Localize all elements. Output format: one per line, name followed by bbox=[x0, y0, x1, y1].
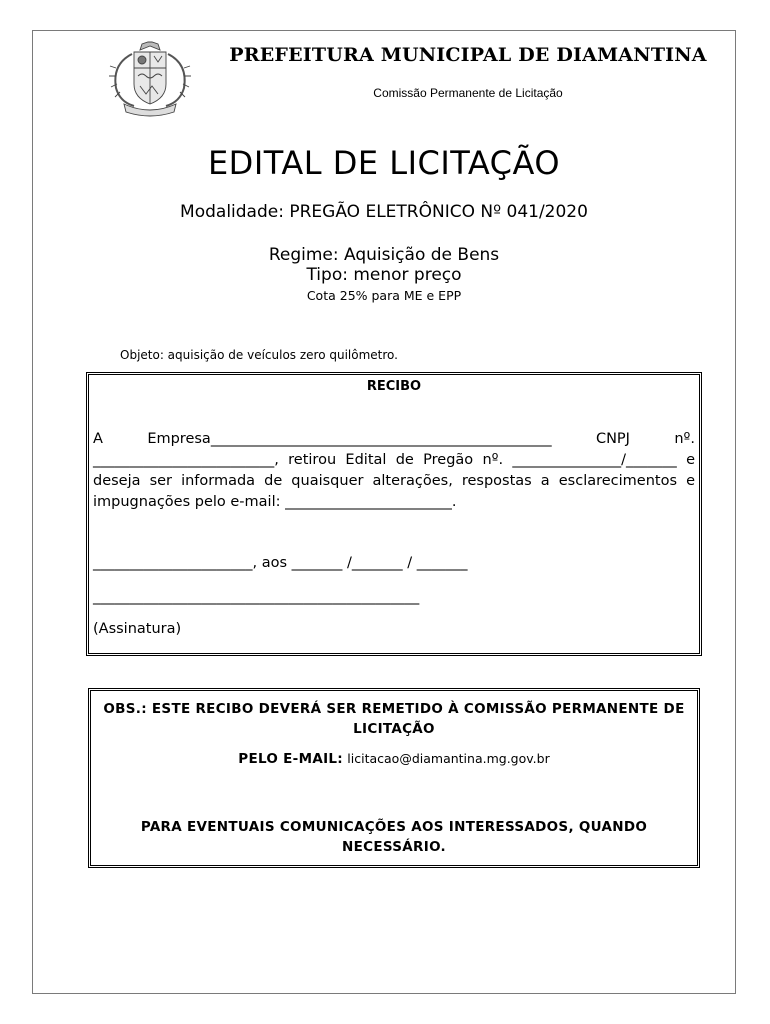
obs-email-label: PELO E-MAIL: bbox=[238, 751, 343, 767]
obs-line-2: PARA EVENTUAIS COMUNICAÇÕES AOS INTERESSADOS, QUANDO NECESSÁRIO. bbox=[140, 819, 648, 855]
cota-line: Cota 25% para ME e EPP bbox=[306, 288, 462, 303]
recibo-signature-label: (Assinatura) bbox=[93, 621, 182, 637]
org-name: PREFEITURA MUNICIPAL DE DIAMANTINA bbox=[229, 44, 707, 66]
regime-line: Regime: Aquisição de Bens bbox=[268, 245, 500, 265]
coat-of-arms-icon bbox=[104, 40, 196, 118]
obs-email-address: licitacao@diamantina.mg.gov.br bbox=[347, 751, 550, 766]
recibo-body: A Empresa_______________________________________________ CNPJ nº. _________________________, retirou Edital de Pregão nº. _______________/_______ e deseja ser informada de quaisquer alterações, respostas a esclarecimentos e impugnações pelo e-mail: _______________________. bbox=[93, 431, 695, 510]
recibo-date-line: ______________________, aos _______ /_______ / _______ bbox=[93, 555, 468, 571]
recibo-signature-line: _____________________________________________ bbox=[93, 589, 420, 605]
org-subtitle: Comissão Permanente de Licitação bbox=[373, 86, 563, 100]
obs-box bbox=[88, 688, 700, 868]
obs-line-1: OBS.: ESTE RECIBO DEVERÁ SER REMETIDO À COMISSÃO PERMANENTE DE LICITAÇÃO bbox=[103, 701, 685, 737]
modalidade-line: Modalidade: PREGÃO ELETRÔNICO Nº 041/2020 bbox=[180, 202, 588, 222]
recibo-title: RECIBO bbox=[366, 379, 422, 394]
recibo-box bbox=[86, 372, 702, 656]
document-title: EDITAL DE LICITAÇÃO bbox=[207, 144, 561, 182]
obs-email-line bbox=[91, 751, 697, 767]
tipo-line: Tipo: menor preço bbox=[306, 265, 462, 285]
objeto-line: Objeto: aquisição de veículos zero quilômetro. bbox=[120, 348, 398, 362]
